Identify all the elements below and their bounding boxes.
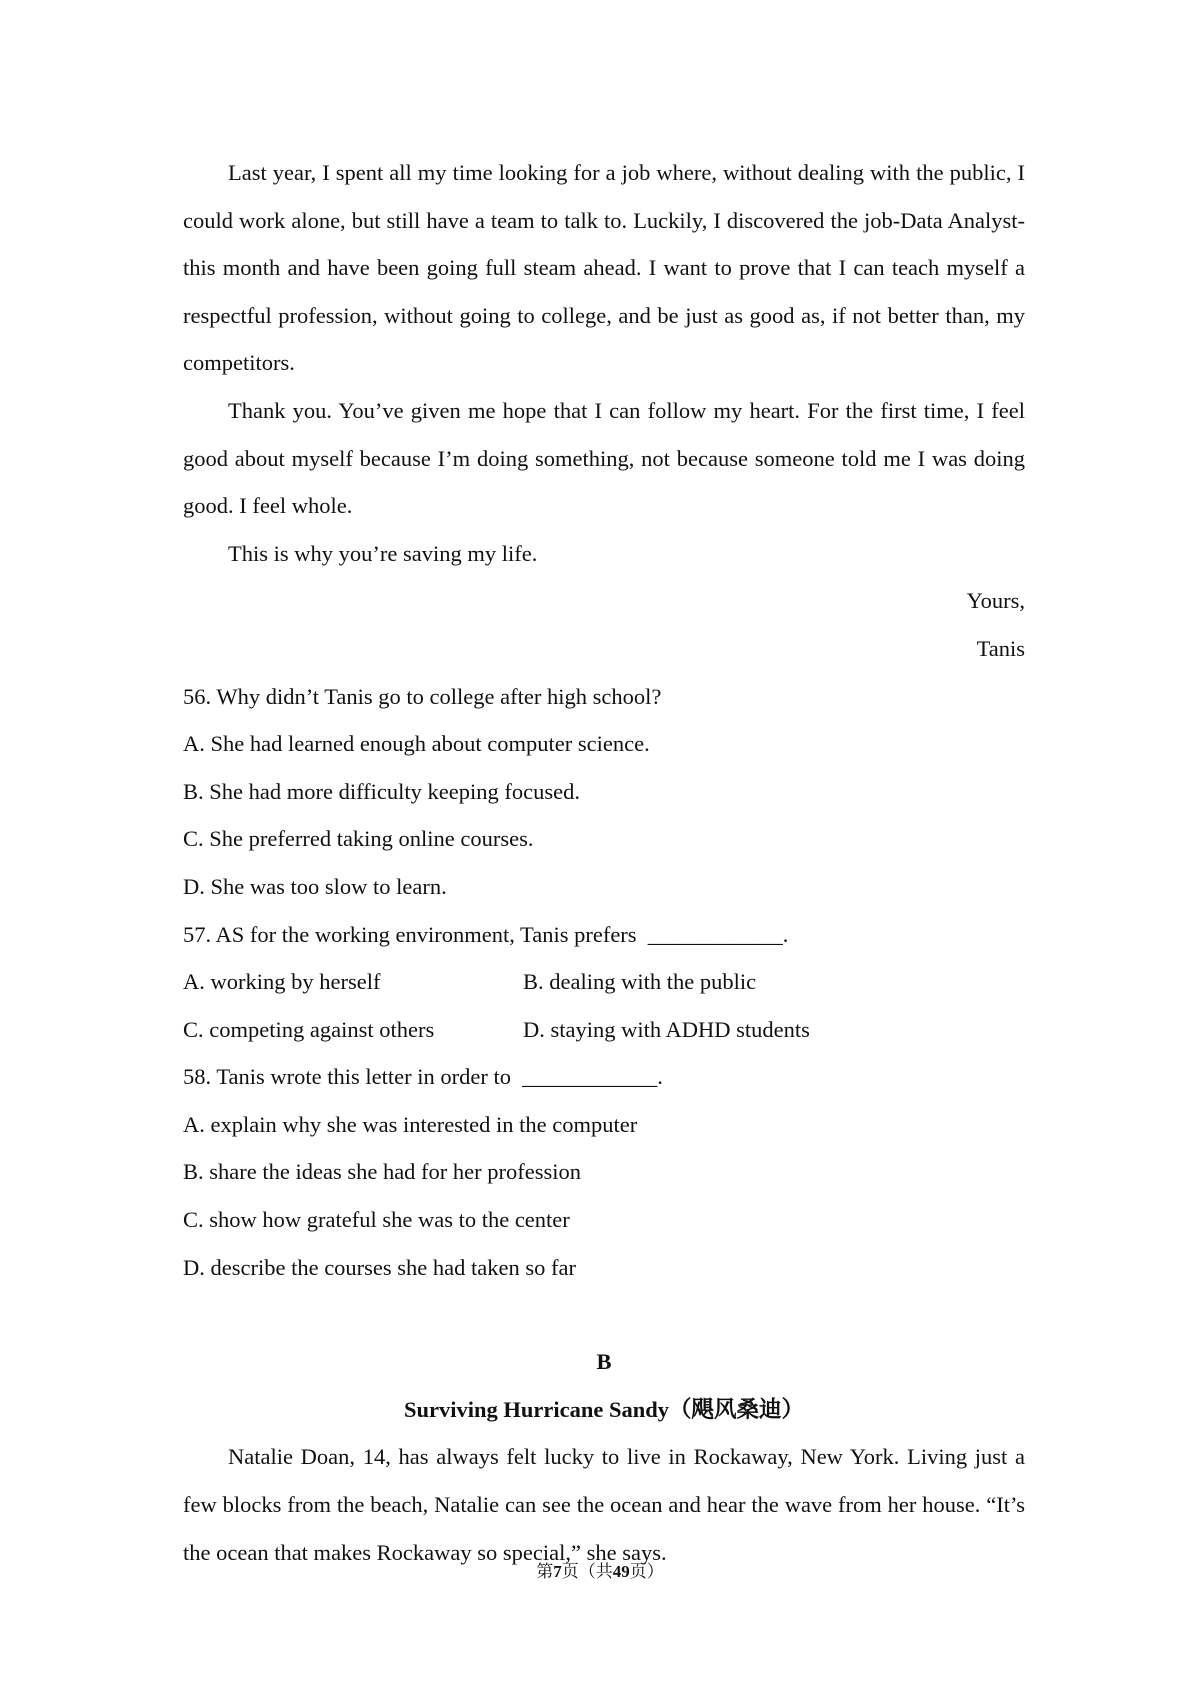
question-stem: 58. Tanis wrote this letter in order to ____________.	[183, 1064, 663, 1090]
option-a: A. explain why she was interested in the computer	[183, 1111, 638, 1137]
letter-closing: Yours,	[966, 588, 1025, 614]
footer-suffix: 页）	[629, 1562, 664, 1581]
option-b: B. share the ideas she had for her profession	[183, 1159, 582, 1185]
section-paragraph: Natalie Doan, 14, has always felt lucky to live in Rockaway, New York. Living just a few blocks from the beach, Natalie can see the ocean and hear the wave from her house. “It’s the ocean that makes Rockaway so special,” she says.	[183, 1444, 1025, 1565]
question-56	[183, 673, 1025, 911]
footer-page-number: 7	[553, 1562, 562, 1581]
section-letter: B	[596, 1349, 612, 1375]
letter-paragraph-2: Thank you. You’ve given me hope that I can follow my heart. For the first time, I feel good about myself because I’m doing something, not because someone told me I was doing good. I feel whole.	[183, 397, 1025, 519]
option-a: A. working by herself	[183, 969, 381, 995]
page-footer	[0, 1560, 1200, 1584]
option-b: B. dealing with the public	[523, 969, 757, 995]
question-58	[183, 1053, 1025, 1291]
footer-prefix: 第	[536, 1562, 554, 1581]
section-title: Surviving Hurricane Sandy（飓风桑迪）	[403, 1396, 805, 1422]
letter-signature: Tanis	[976, 635, 1025, 661]
footer-total-pages: 49	[612, 1562, 630, 1581]
option-d: D. describe the courses she had taken so far	[183, 1254, 576, 1280]
document-page	[183, 149, 1025, 1576]
letter-paragraph-1: Last year, I spent all my time looking for a job where, without dealing with the public, I could work alone, but still have a team to talk to. Luckily, I discovered the job-Data Analyst-this month and have been going full steam ahead. I want to prove that I can teach myself a respectful profession, without going to college, and be just as good as, if not better than, my competitors.	[183, 160, 1025, 376]
question-57	[183, 911, 1025, 1054]
option-d: D. staying with ADHD students	[523, 1016, 810, 1042]
option-b: B. She had more difficulty keeping focused.	[183, 778, 580, 804]
option-c: C. show how grateful she was to the center	[183, 1207, 570, 1233]
question-stem: 57. AS for the working environment, Tanis prefers ____________.	[183, 921, 789, 947]
option-c: C. competing against others	[183, 1016, 435, 1042]
option-a: A. She had learned enough about computer science.	[183, 731, 650, 757]
footer-middle: 页（共	[561, 1562, 613, 1581]
option-d: D. She was too slow to learn.	[183, 873, 447, 899]
question-stem: 56. Why didn’t Tanis go to college after high school?	[183, 683, 662, 709]
options-row-2	[183, 1006, 1025, 1054]
options-row-1	[183, 958, 1025, 1006]
option-c: C. She preferred taking online courses.	[183, 826, 534, 852]
letter-paragraph-3: This is why you’re saving my life.	[228, 540, 538, 566]
